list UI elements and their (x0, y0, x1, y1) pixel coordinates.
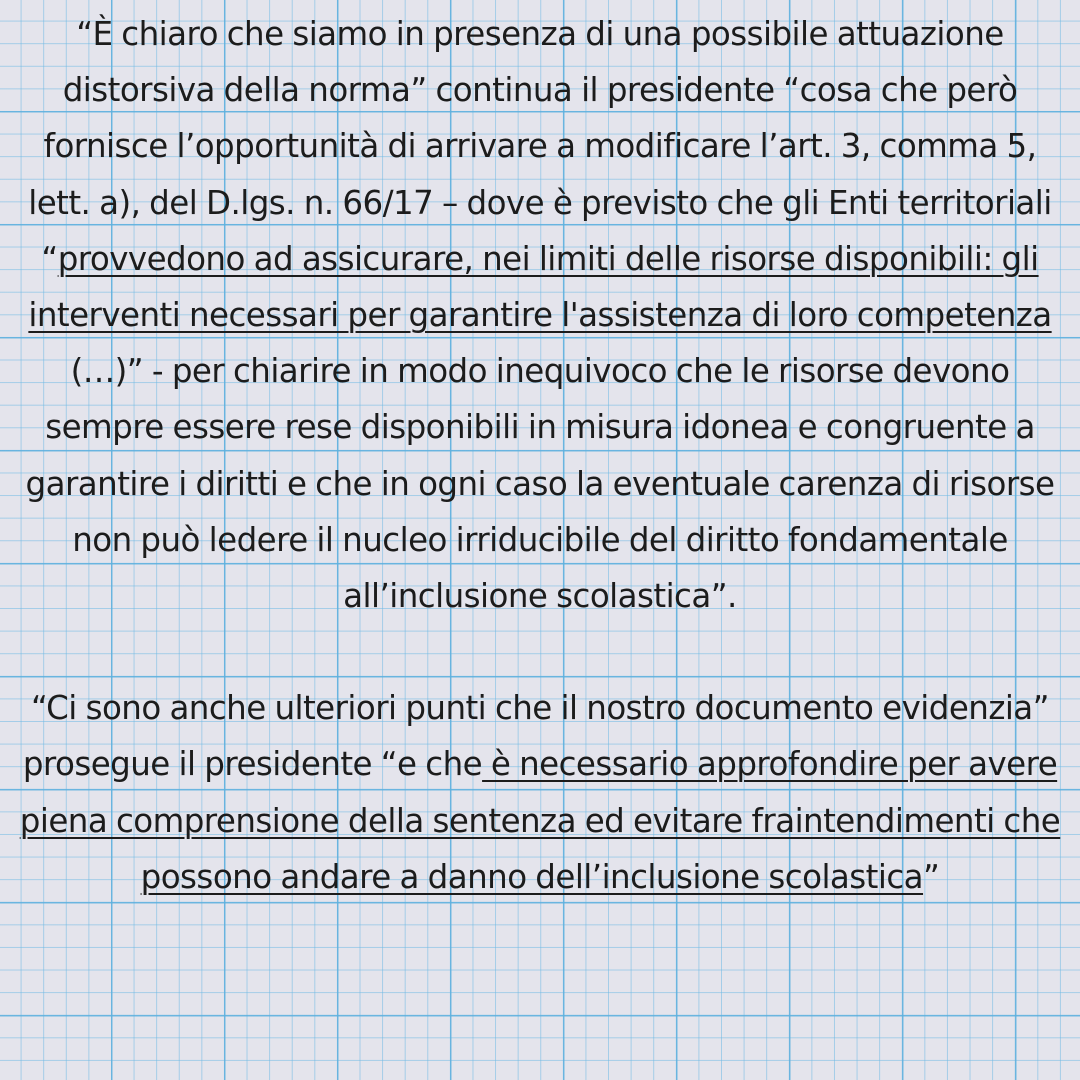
paragraph-second-underlined-text: è necessario approfondire per avere piena comprensione della sentenza ed evitare fraintendimenti che possono andare a danno dell’inclusione scolastica (19, 745, 1061, 896)
paragraph-second (10, 680, 1070, 905)
paragraph-first (10, 6, 1070, 624)
article-text (10, 6, 1070, 905)
paragraph-first-text-start: “È chiaro che siamo in presenza di una possibile attuazione distorsiva della norma” continua il presidente “cosa che però fornisce l’opportunità di arrivare a modificare l’art. 3, comma 5, lett. a), del D.lgs. n. 66/17 – dove è previsto che gli Enti territoriali “ (28, 15, 1052, 278)
paragraph-first-underlined-quote: provvedono ad assicurare, nei limiti delle risorse disponibili: gli interventi necessari per garantire l'assistenza di loro competenza (28, 239, 1052, 335)
paragraph-second-text-start: “Ci sono anche ulteriori punti che il nostro documento evidenzia” prosegue il presidente “e che (22, 689, 1049, 784)
paragraph-second-text-end: ” (923, 857, 940, 896)
paragraph-first-text-end: (…)” - per chiarire in modo inequivoco che le risorse devono sempre essere rese disponibili in misura idonea e congruente a garantire i diritti e che in ogni caso la eventuale carenza di risorse non può ledere il nucleo irriducibile del diritto fondamentale all’inclusione scolastica”. (25, 352, 1055, 616)
